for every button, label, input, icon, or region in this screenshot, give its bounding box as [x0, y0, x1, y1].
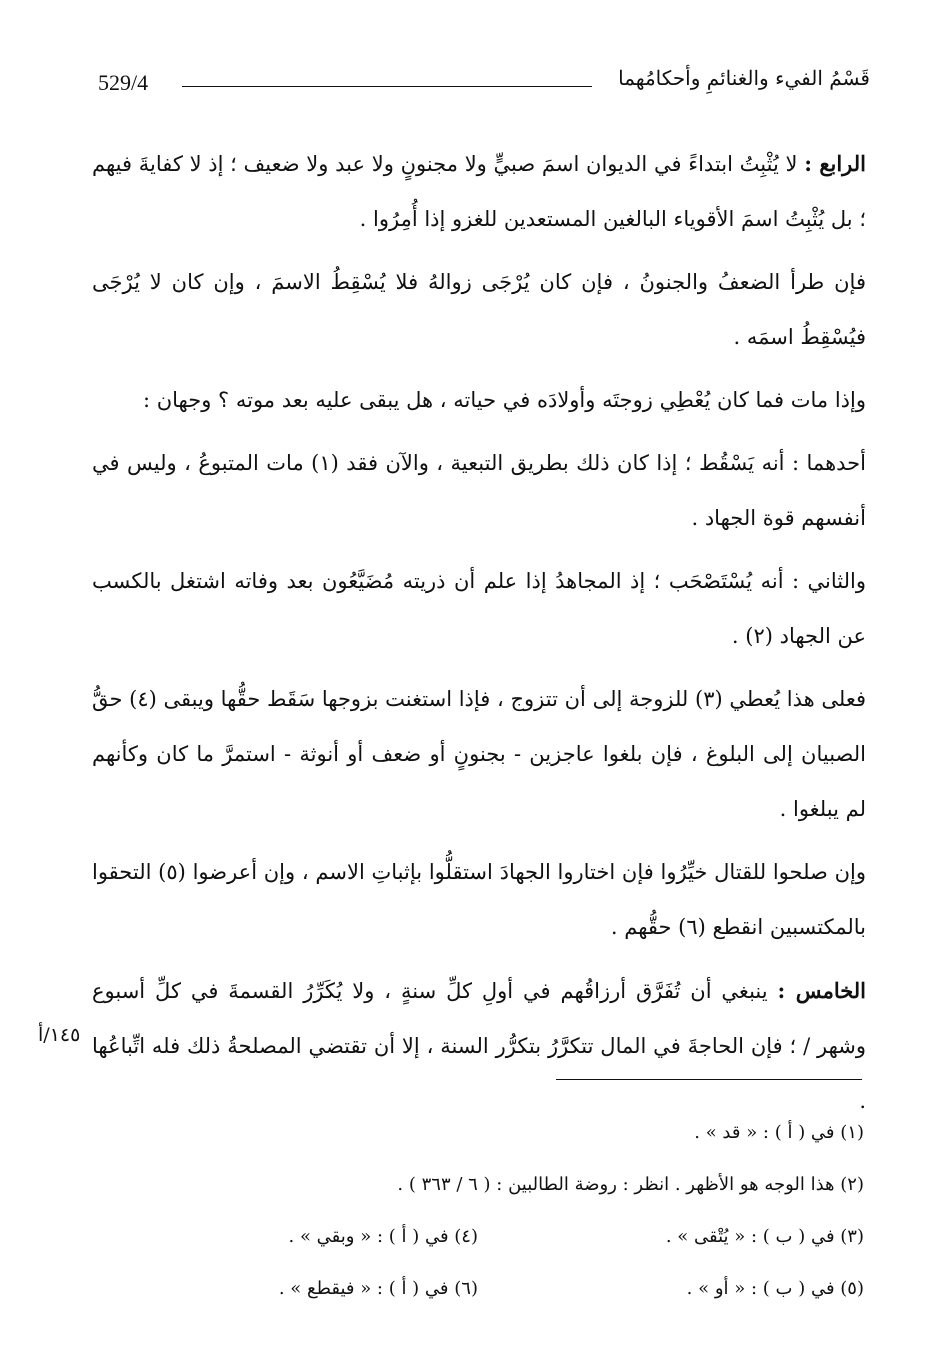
paragraph-text: أحدهما : أنه يَسْقُط ؛ إذا كان ذلك بطريق التبعية ، والآن فقد (١) مات المتبوعُ ، وليس في أنفسهم قوة الجهاد .: [92, 451, 866, 530]
paragraph-text: وإن صلحوا للقتال خيِّرُوا فإن اختاروا الجهادَ استقلُّوا بإثباتِ الاسم ، وإن أعرضوا (٥) التحقوا بالمكتسبين انقطع (٦) حقُّهم .: [92, 860, 866, 939]
paragraph: [92, 554, 866, 664]
main-text: [92, 136, 866, 1137]
footnote-row: [92, 1210, 864, 1262]
footnote-rule: [556, 1079, 862, 1080]
paragraph-fifth: [92, 963, 866, 1129]
paragraph-text: ينبغي أن تُفَرَّق أرزاقُهم في أولِ كلِّ سنةٍ ، ولا يُكَرِّرُ القسمةَ في كلِّ أسبوع وشهر / ؛ فإن الحاجةَ في المال تتكرَّرُ بتكرُّر السنة ، إلا أن تقتضي المصلحةُ ذلك فله اتِّباعُها .: [92, 979, 866, 1113]
manuscript-folio-marker: ١٤٥/أ: [38, 1024, 81, 1046]
paragraph: [92, 436, 866, 546]
paragraph-text: وإذا مات فما كان يُعْطِي زوجتَه وأولادَه في حياته ، هل يبقى عليه بعد موته ؟ وجهان :: [142, 388, 866, 412]
paragraph: [92, 255, 866, 365]
paragraph-text: فإن طرأ الضعفُ والجنونُ ، فإن كان يُرْجَى زوالهُ فلا يُسْقِطُ الاسمَ ، وإن كان لا يُرْجَى فيُسْقِطُ اسمَه .: [92, 270, 866, 349]
page-number: 529/4: [98, 70, 149, 95]
paragraph: [92, 672, 866, 837]
footnote-5: (٥) في ( ب ) : « أو » .: [686, 1277, 864, 1299]
paragraph: [92, 845, 866, 955]
paragraph-text: فعلى هذا يُعطي (٣) للزوجة إلى أن تتزوج ، فإذا استغنت بزوجها سَقَط حقُّها ويبقى (٤) حقُّ الصبيان إلى البلوغ ، فإن بلغوا عاجزين - بجنونٍ أو ضعف أو أنوثة - استمرَّ ما كان وكأنهم لم يبلغوا .: [92, 687, 866, 821]
section-lead-fifth: الخامس :: [777, 978, 867, 1003]
page-header: [98, 66, 870, 106]
paragraph-text: والثاني : أنه يُسْتَصْحَب ؛ إذ المجاهدُ إذا علم أن ذريته مُضَيَّعُون بعد وفاته اشتغل بالكسب عن الجهاد (٢) .: [92, 569, 866, 648]
footnote-6: (٦) في ( أ ) : « فيقطع » .: [278, 1277, 478, 1299]
footnote-3: (٣) في ( ب ) : « يُتْقى » .: [665, 1225, 864, 1247]
header-rule: [182, 86, 592, 87]
footnote-2: (٢) هذا الوجه هو الأظهر . انظر : روضة الطالبين : ( ٦ / ٣٦٣ ) .: [397, 1173, 864, 1195]
footnote-row: [92, 1158, 864, 1210]
running-title: قَسْمُ الفيء والغنائمِ وأحكامُهما: [618, 66, 870, 90]
footnote-row: [92, 1262, 864, 1314]
footnotes: [92, 1106, 864, 1314]
section-lead-fourth: الرابع :: [804, 151, 866, 176]
footnote-row: [92, 1106, 864, 1158]
footnote-4: (٤) في ( أ ) : « وبقي » .: [288, 1225, 478, 1247]
paragraph-text: لا يُثْبِتُ ابتداءً في الديوان اسمَ صبيٍّ ولا مجنونٍ ولا عبد ولا ضعيف ؛ إذ لا كفايةَ فيهم ؛ بل يُثْبِتُ اسمَ الأقوياء البالغين المستعدين للغزو إذا أُمِرُوا .: [92, 152, 866, 231]
paragraph: [92, 373, 866, 428]
footnote-1: (١) في ( أ ) : « قد » .: [694, 1121, 864, 1143]
paragraph-fourth: [92, 136, 866, 247]
